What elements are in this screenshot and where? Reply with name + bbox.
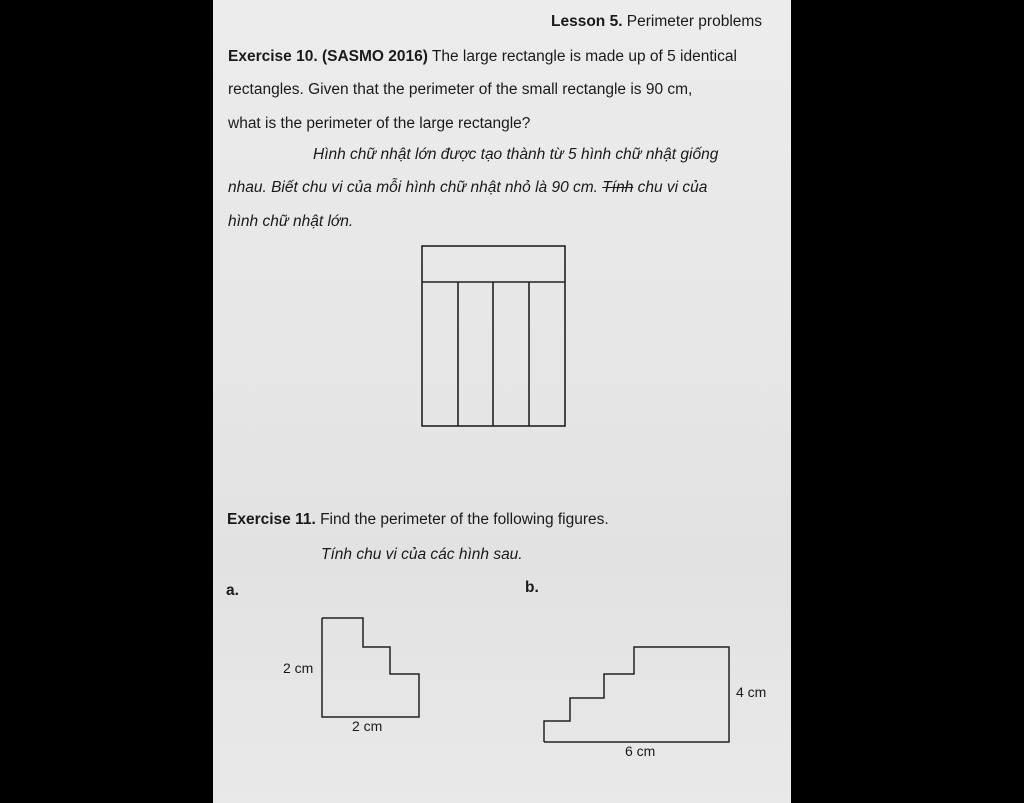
- worksheet-page: [213, 0, 791, 803]
- part-b-label: b.: [525, 579, 539, 596]
- part-a-label: a.: [226, 582, 239, 599]
- figure-b-staircase: [542, 645, 737, 745]
- ex11-label: Exercise 11.: [227, 511, 316, 528]
- ex10-line1: Exercise 10. (SASMO 2016) The large rectangle is made up of 5 identical: [228, 48, 737, 65]
- ex10-vi-line3: hình chữ nhật lớn.: [228, 213, 354, 230]
- ex10-label: Exercise 10. (SASMO 2016): [228, 48, 428, 65]
- figure-b-right-label: 4 cm: [736, 684, 767, 700]
- ex10-line3: what is the perimeter of the large rectangle?: [228, 115, 531, 132]
- figure-b-bottom-label: 6 cm: [625, 743, 656, 759]
- ex11-line: Exercise 11. Find the perimeter of the following figures.: [227, 511, 609, 528]
- ex10-vi-line2: nhau. Biết chu vi của mỗi hình chữ nhật nhỏ là 90 cm. Tính chu vi của: [228, 179, 708, 196]
- ex11-vi: Tính chu vi của các hình sau.: [321, 546, 523, 563]
- lesson-header: Lesson 5. Perimeter problems: [551, 13, 763, 30]
- figure-a-staircase: [320, 617, 430, 722]
- large-rectangle-figure: [420, 244, 570, 429]
- ex10-vi-line1: Hình chữ nhật lớn được tạo thành từ 5 hình chữ nhật giống: [313, 146, 719, 163]
- ex10-line2: rectangles. Given that the perimeter of the small rectangle is 90 cm,: [228, 81, 693, 98]
- figure-a-bottom-label: 2 cm: [352, 718, 383, 734]
- figure-a-side-label: 2 cm: [283, 660, 314, 676]
